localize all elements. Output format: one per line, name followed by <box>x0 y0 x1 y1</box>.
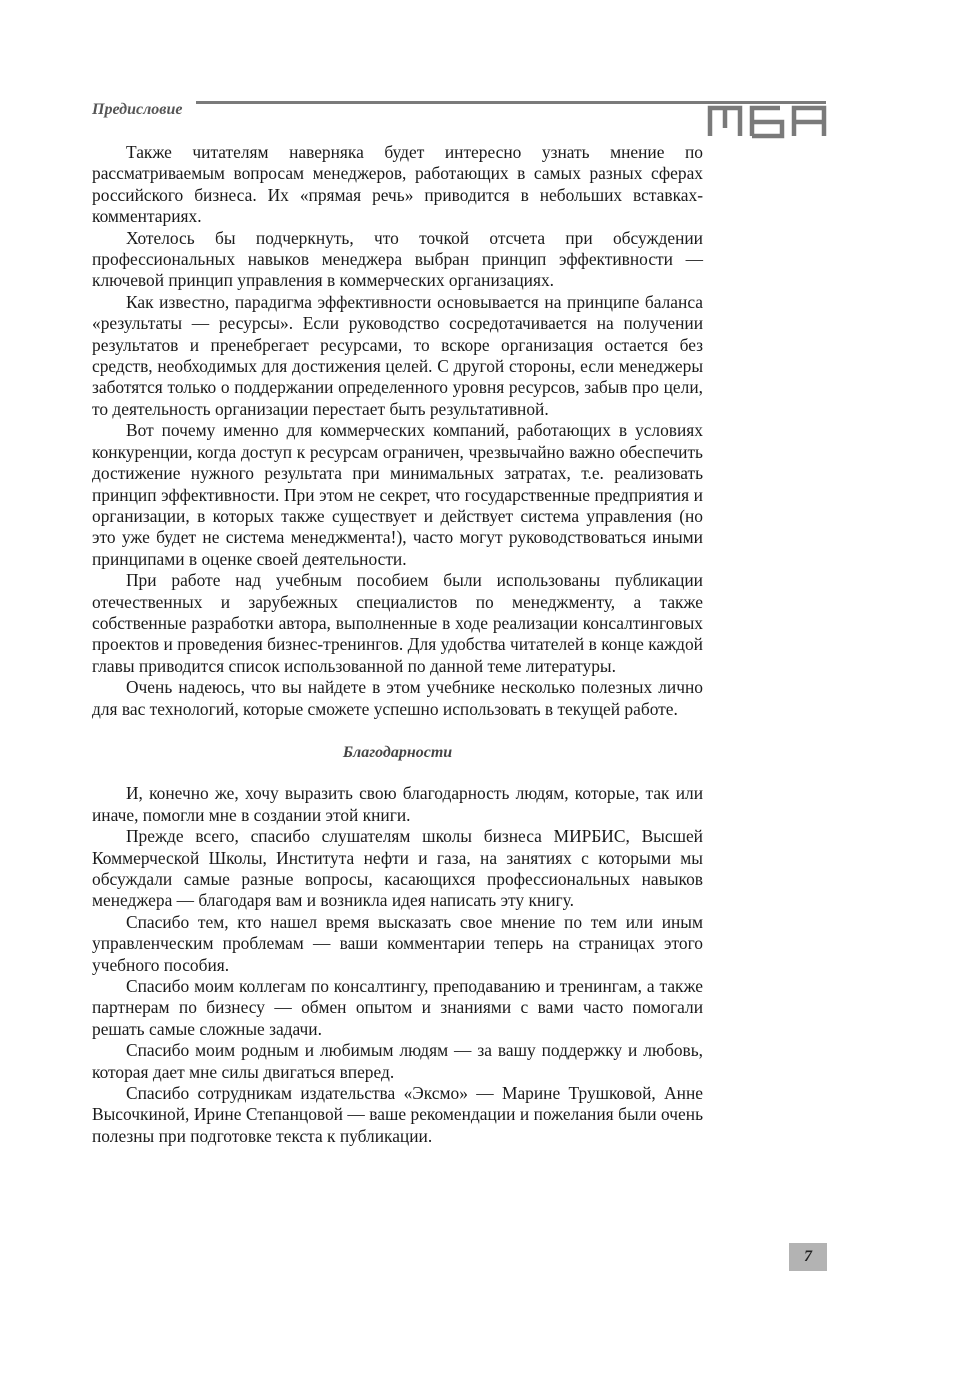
running-header-title: Предисловие <box>92 101 183 118</box>
paragraph: Как известно, парадигма эффективности основывается на принципе баланса «результаты — ресурсы». Если руководство сосредотачивается на получении результатов и пренебрегает ресурсами, то вскоре организация остается без средств, необходимых для достижения целей. С другой стороны, если менеджеры заботятся только о поддержании определенного уровня ресурсов, забыв про цели, то деятельность организации перестает быть результативной. <box>92 291 703 419</box>
paragraph: Также читателям наверняка будет интересно узнать мнение по рассматриваемым вопросам менеджеров, работающих в самых разных сферах российского бизнеса. Их «прямая речь» приводится в небольших вставках-комментариях. <box>92 142 703 227</box>
mba-logo <box>706 100 828 140</box>
paragraph: Прежде всего, спасибо слушателям школы бизнеса МИРБИС, Высшей Коммерческой Школы, Института нефти и газа, на занятиях с которыми мы обсуждали самые разные вопросы, касающихся профессиональных навыков менеджера — благодаря вам и возникла идея написать эту книгу. <box>92 826 703 911</box>
paragraph: При работе над учебным пособием были использованы публикации отечественных и зарубежных специалистов по менеджменту, а также собственные разработки автора, выполненные в ходе реализации консалтинговых проектов и проведения бизнес-тренингов. Для удобства читателей в конце каждой главы приводится список использованной по данной теме литературы. <box>92 570 703 676</box>
paragraph: Спасибо моим родным и любимым людям — за вашу поддержку и любовь, которая дает мне силы двигаться вперед. <box>92 1040 703 1082</box>
page-body <box>92 142 703 1147</box>
paragraph: И, конечно же, хочу выразить свою благодарность людям, которые, так или иначе, помогли мне в создании этой книги. <box>92 783 703 825</box>
paragraph: Спасибо моим коллегам по консалтингу, преподаванию и тренингам, а также партнерам по бизнесу — обмен опытом и знаниями с вами часто помогали решать самые сложные задачи. <box>92 976 703 1039</box>
paragraph: Вот почему именно для коммерческих компаний, работающих в условиях конкуренции, когда доступ к ресурсам ограничен, чрезвычайно важно обеспечить достижение нужного результата при минимальных затратах, т.е. реализовать принцип эффективности. При этом не секрет, что государственные предприятия и организации, в которых также существует и действует система управления (но это уже будет не система менеджмента!), часто могут руководствоваться иными принципами в оценке своей деятельности. <box>92 420 703 569</box>
paragraph: Очень надеюсь, что вы найдете в этом учебнике несколько полезных лично для вас технологий, которые сможете успешно использовать в текущей работе. <box>92 677 703 719</box>
page-number: 7 <box>789 1243 827 1271</box>
paragraph: Хотелось бы подчеркнуть, что точкой отсчета при обсуждении профессиональных навыков менеджера выбран принцип эффективности — ключевой принцип управления в коммерческих организациях. <box>92 227 703 291</box>
paragraph: Спасибо сотрудникам издательства «Эксмо» — Марине Трушковой, Анне Высочкиной, Ирине Степанцовой — ваше рекомендации и пожелания были очень полезны при подготовке текста к публикации. <box>92 1083 703 1146</box>
acknowledgements-heading: Благодарности <box>342 743 453 761</box>
paragraph: Спасибо тем, кто нашел время высказать свое мнение по тем или иным управленческим проблемам — ваши комментарии теперь на страницах этого учебного пособия. <box>92 911 703 975</box>
